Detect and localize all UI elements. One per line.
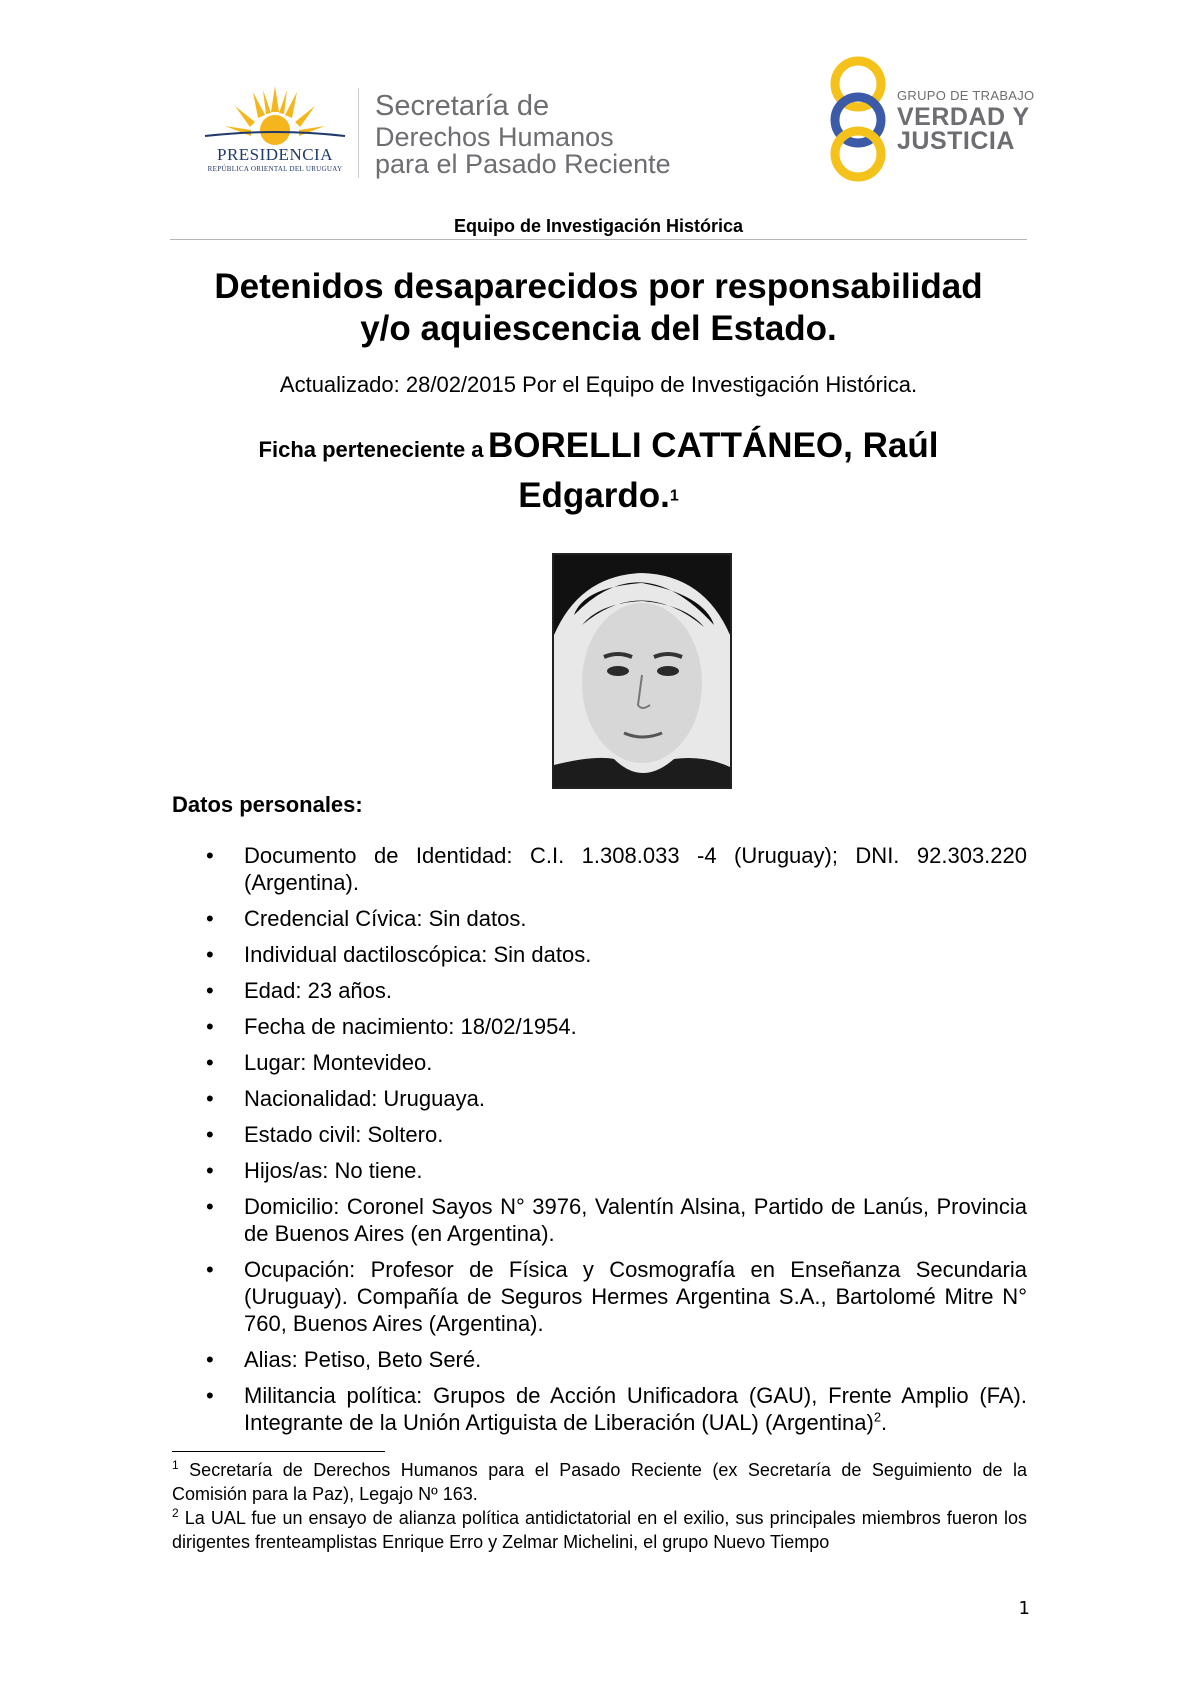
list-item: • Lugar: Montevideo. <box>205 1049 1027 1076</box>
portrait-illustration <box>554 555 730 787</box>
footnote-2: $^2$ La UAL fue un ensayo de alianza política antidictatorial en el exilio, sus principales miembros fueron los dirigentes frenteamplistas Enrique Erro y Zelmar Michelini, el grupo Nuevo Tiempo <box>172 1506 1027 1552</box>
section-heading: Datos personales: <box>172 792 363 817</box>
list-item: • Nacionalidad: Uruguaya. <box>205 1085 1027 1112</box>
logo-divider <box>358 88 359 178</box>
list-item: • Estado civil: Soltero. <box>205 1121 1027 1148</box>
list-item: • Ocupación: Profesor de Física y Cosmografía en Enseñanza Secundaria (Uruguay). Compañía de Seguros Hermes Argentina S.A., Bartolomé Mitre N° 760, Buenos Aires (Argentina). <box>205 1256 1027 1337</box>
list-item: • Militancia política: Grupos de Acción Unificadora (GAU), Frente Amplio (FA). Integrante de la Unión Artiguista de Liberación (UAL) (Argentina)$^2$. <box>205 1382 1027 1436</box>
list-item: • Credencial Cívica: Sin datos. <box>205 905 1027 932</box>
presidencia-subtitle: REPÚBLICA ORIENTAL DEL URUGUAY <box>207 165 343 173</box>
personal-details-list <box>205 842 1027 1445</box>
list-item: • Individual dactiloscópica: Sin datos. <box>205 941 1027 968</box>
updated-line: Actualizado: 28/02/2015 Por el Equipo de Investigación Histórica. <box>279 372 918 397</box>
list-item: • Hijos/as: No tiene. <box>205 1157 1027 1184</box>
footnote-ref-2[interactable]: 2 <box>873 1409 882 1425</box>
presidencia-wordmark: PRESIDENCIA <box>216 145 333 164</box>
list-item: • Domicilio: Coronel Sayos N° 3976, Valentín Alsina, Partido de Lanús, Provincia de Buenos Aires (en Argentina). <box>205 1193 1027 1247</box>
person-name-line-1: BORELLI CATTÁNEO, Raúl <box>487 426 939 465</box>
justicia-label: JUSTICIA <box>897 127 1015 155</box>
page-number: 1 <box>1018 1598 1030 1619</box>
secretaria-line-2: Derechos Humanos <box>375 122 614 152</box>
ficha-heading <box>170 424 1027 524</box>
title-line-1: Detenidos desaparecidos por responsabilidad <box>214 267 983 306</box>
footnote-ref-1[interactable]: 1 <box>669 487 679 505</box>
list-item: • Alias: Petiso, Beto Seré. <box>205 1346 1027 1373</box>
document-title <box>170 266 1027 350</box>
team-header: Equipo de Investigación Histórica <box>453 216 744 236</box>
title-line-2: y/o aquiescencia del Estado. <box>360 309 837 348</box>
verdad-label: VERDAD Y <box>897 103 1030 131</box>
grupo-trabajo-label: GRUPO DE TRABAJO <box>897 88 1035 103</box>
verdad-justicia-rings-logo <box>822 56 894 182</box>
ficha-prefix: Ficha perteneciente a <box>258 437 484 462</box>
person-name-line-2: Edgardo. <box>518 476 670 515</box>
header-rule <box>170 239 1027 240</box>
list-item: • Documento de Identidad: C.I. 1.308.033 -4 (Uruguay); DNI. 92.303.220 (Argentina). <box>205 842 1027 896</box>
secretaria-line-1: Secretaría de <box>375 90 550 122</box>
list-item: • Edad: 23 años. <box>205 977 1027 1004</box>
secretaria-line-3: para el Pasado Reciente <box>375 149 671 179</box>
footnote-1: $^1$ Secretaría de Derechos Humanos para el Pasado Reciente (ex Secretaría de Seguimiento de la Comisión para la Paz), Legajo Nº 163. <box>172 1458 1027 1504</box>
portrait-photo <box>552 553 732 789</box>
list-item: • Fecha de nacimiento: 18/02/1954. <box>205 1013 1027 1040</box>
footnote-rule <box>172 1451 385 1452</box>
footnotes <box>172 1458 1027 1554</box>
